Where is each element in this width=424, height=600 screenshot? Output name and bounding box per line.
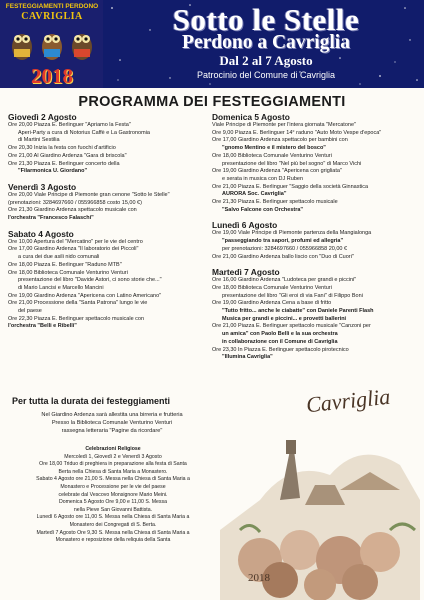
mascot-owl-icon xyxy=(10,25,34,61)
day-heading: Domenica 5 Agosto xyxy=(212,112,290,122)
event-line: Ore 22,30 Piazza E. Berlinguer spettacolo musicale con xyxy=(8,315,145,322)
event-line: Ore 21,00 Processione della "Santa Patrona" lungo le vie xyxy=(8,300,148,307)
program-right-column xyxy=(212,112,418,362)
religious-line: Monastero dei Congregati di S. Berta. xyxy=(69,521,157,528)
event-line: Ore 20,00 Viale Principe di Piemonte gran cenone "Sotto le Stelle" xyxy=(8,191,170,198)
festival-logo xyxy=(0,0,103,88)
event-line: Ore 21,30 Giardino Ardenza spettacolo musicale con xyxy=(8,207,137,214)
event-line: Ore 17,00 Giardino Ardenza spettacolo per bambini con xyxy=(212,137,348,144)
event-line: Ore 23,30 In Piazza E. Berlinguer spettacolo pirotecnico xyxy=(212,346,349,353)
religious-line: Monastero e reposizione della reliquia della Santa xyxy=(55,537,171,544)
religious-line: Domenica 5 Agosto Ore 9,00 e 11,00 S. Messa xyxy=(58,499,168,506)
ongoing-events xyxy=(14,411,210,435)
event-line: l'orchestra "Belli e Ribelli" xyxy=(8,323,77,330)
event-line: (prenotazioni: 3284697660 / 055966858 costo 15,00 €) xyxy=(8,199,142,206)
event-line: "gnomo Mentino e il mistero del bosco" xyxy=(222,145,326,152)
event-line: presentazione del libro "Gli eroi di via Fani" di Filippo Boni xyxy=(222,292,363,299)
event-line: per prenotazioni: 3284697660 / 055966858 20,00 € xyxy=(222,245,348,252)
event-line: Ore 21,30 Piazza E. Berlinguer spettacolo musicale xyxy=(212,199,338,206)
event-line: di Martini Sestilia xyxy=(18,137,60,144)
event-line: "Illumina Cavriglia" xyxy=(222,354,273,361)
event-line: Ore 18,00 Biblioteca Comunale Venturino Venturi xyxy=(212,152,332,159)
event-line: Viale Principe di Piemonte per l'intera giornata "Mercatone" xyxy=(212,122,356,128)
mascot-owl-icon xyxy=(40,25,64,61)
religious-line: Monastero e Processione per le vie del paese xyxy=(60,483,166,490)
event-line: Musica per grandi e piccini... e provetti ballerini xyxy=(222,315,347,322)
event-line: del paese xyxy=(18,308,42,315)
event-line: "Tutto fritto... anche le ciabatte" con Daniele Parenti Flash xyxy=(222,308,374,315)
event-line: presentazione del libro "Nel più bel sogno" di Marco Vichi xyxy=(222,160,362,167)
day-heading: Lunedì 6 Agosto xyxy=(212,220,278,231)
religious-line: Berta nella Chiesa di Santa Maria a Monastero. xyxy=(58,468,168,475)
event-line: l'orchestra "Francesco Falaschi" xyxy=(8,215,94,222)
event-line: a cura dei due asili nido comunali xyxy=(18,254,100,261)
event-line: un amica" con Paolo Belli e la sua orchestra xyxy=(222,331,338,338)
program-title: PROGRAMMA DEI FESTEGGIAMENTI xyxy=(78,94,346,110)
event-line: "Salvo Falcone con Orchestra" xyxy=(222,206,304,213)
event-line: Ore 18,00 Biblioteca Comunale Venturino Venturi xyxy=(8,269,128,276)
event-line: Ore 9,00 Piazza E. Berlinguer 14° raduno "Auto Moto Vespe d'epoca" xyxy=(212,129,382,136)
event-line: Ore 21,00 Giardino Ardenza ballo liscio con "Duo di Cuori" xyxy=(212,253,354,260)
event-line: Ore 18,00 Piazza E. Berlinguer "Raduno MTB" xyxy=(8,261,122,268)
header-banner xyxy=(0,0,424,88)
event-line: Ore 18,00 Biblioteca Comunale Venturino Venturi xyxy=(212,284,332,291)
ongoing-title: Per tutta la durata dei festeggiamenti xyxy=(12,396,171,406)
event-line: Ore 10,00 Apertura del "Mercatino" per le vie del centro xyxy=(8,238,143,245)
event-line: Ore 21,00 Al Giardino Ardenza "Gara di briscola" xyxy=(8,152,127,159)
religious-line: Ore 18,00 Triduo di preghiera in preparazione alla festa di Santa xyxy=(39,461,187,468)
logo-caption: FESTEGGIAMENTI PERDONO xyxy=(5,3,99,10)
event-line: Ore 19,00 Viale Principe di Piemonte partenza della Mangialonga xyxy=(212,230,372,237)
event-line: "passeggiando tra sapori, profumi ed allegria" xyxy=(222,238,344,245)
program-left-column xyxy=(8,112,208,331)
event-line: Ore 20,00 Piazza E. Berlinguer "Apriamo la Festa" xyxy=(8,122,131,128)
ongoing-line: rassegna letteraria "Pagine da ricordare" xyxy=(61,428,163,434)
mascot-owl-icon xyxy=(70,25,94,61)
religious-line: Sabato 4 Agosto ore 21,00 S. Messa nella Chiesa di Santa Maria a xyxy=(36,476,190,483)
event-line: Ore 19,00 Giardino Ardenza Cena a base di fritto xyxy=(212,300,332,307)
event-line: Ore 21,00 Piazza E. Berlinguer "Saggio della società Ginnastica xyxy=(212,183,369,190)
event-line: in collaborazione con il Comune di Cavriglia xyxy=(222,338,338,345)
event-line: Aperi-Party a cura di Notorius Caffè e La Gastronomia xyxy=(18,129,150,136)
event-line: Ore 21,30 Piazza E. Berlinguer concerto della xyxy=(8,160,120,167)
religious-celebrations xyxy=(14,446,212,545)
event-line: "Filarmonica U. Giordano" xyxy=(18,168,88,175)
event-subtitle: Perdono a Cavriglia xyxy=(182,32,350,53)
religious-line: nella Pieve San Giovanni Battista. xyxy=(73,506,153,513)
event-dates: Dal 2 al 7 Agosto xyxy=(219,53,313,68)
logo-town: CAVRIGLIA xyxy=(21,11,83,22)
religious-line: Lunedì 6 Agosto ore 11,00 S. Messa nella Chiesa di Santa Maria a xyxy=(36,514,190,521)
event-title: Sotto le Stelle xyxy=(172,2,360,37)
event-line: e serata in musica con DJ Ruben xyxy=(222,175,304,182)
painting-year: 2018 xyxy=(248,572,270,584)
religious-line: Celebrazioni Religiose xyxy=(85,446,141,452)
day-heading: Giovedì 2 Agosto xyxy=(8,112,77,122)
patronage-text: Patrocinio del Comune di Cavriglia xyxy=(196,70,336,80)
event-line: Ore 19,00 Giardino Ardenza "Apericena con Latino Americano" xyxy=(8,292,162,299)
event-line: di Mario Lancisi e Marcello Mancini xyxy=(18,284,104,291)
event-line: Ore 19,00 Giardino Ardenza "Apericena con grigliata" xyxy=(212,168,342,175)
day-heading: Venerdì 3 Agosto xyxy=(8,181,77,192)
ongoing-line: Nel Giardino Ardenza sarà allestita una birreria e frutteria xyxy=(41,412,183,418)
painting-town-signature: Cavriglia xyxy=(304,383,392,418)
event-line: AURORA Soc. Cavriglia" xyxy=(222,191,287,198)
religious-line: celebrate dal Vescovo Monsignore Mario Meini. xyxy=(58,491,168,498)
logo-year: 2018 xyxy=(31,64,73,88)
day-heading: Martedì 7 Agosto xyxy=(212,267,280,278)
day-heading: Sabato 4 Agosto xyxy=(8,228,74,239)
religious-line: Mercoledì 1, Giovedì 2 e Venerdì 3 Agosto xyxy=(64,453,162,460)
event-line: Ore 16,00 Giardino Ardenza "Ludoteca per grandi e piccini" xyxy=(212,277,357,284)
religious-line: Martedì 7 Agosto Ore 9,30 S. Messa nella Chiesa di Santa Maria a xyxy=(36,529,190,536)
ongoing-line: Presso la Biblioteca Comunale Venturino Venturi xyxy=(51,420,173,426)
event-line: Ore 21,00 Piazza E. Berlinguer spettacolo musicale "Canzoni per xyxy=(212,323,371,330)
event-line: Ore 20,30 Inizia la festa con fuochi d'artificio xyxy=(8,145,116,152)
event-line: presentazione del libro "Davide Astori, ci sono storie che..." xyxy=(18,277,162,284)
event-line: Ore 17,00 Giardino Ardenza "Il laboratorio dei Piccoli" xyxy=(8,246,139,253)
